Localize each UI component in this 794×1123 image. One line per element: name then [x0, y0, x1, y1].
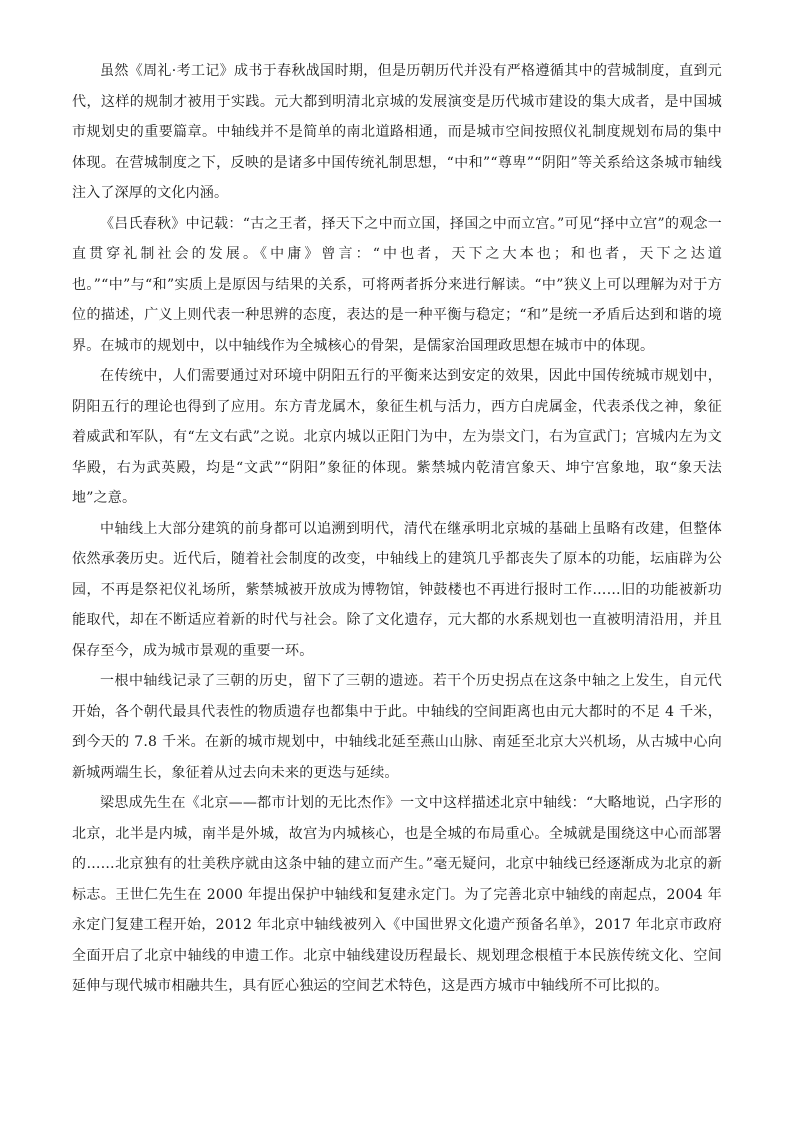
- paragraph-5: 一根中轴线记录了三朝的历史，留下了三朝的遗迹。若干个历史拐点在这条中轴之上发生，自元代开始，各个朝代最具代表性的物质遗存也都集中于此。中轴线的空间距离也由元大都时的不足 4 千米，到今天的 7.8 千米。在新的城市规划中，中轴线北延至燕山山脉、南延至北京大兴机场，从古城中心向新城两端生长，象征着从过去向未来的更迭与延续。: [72, 673, 722, 781]
- paragraph-6: 梁思成先生在《北京——都市计划的无比杰作》一文中这样描述北京中轴线：“大略地说，凸字形的北京，北半是内城，南半是外城，故宫为内城核心，也是全城的布局重心。全城就是围绕这中心而部署的……北京独有的壮美秩序就由这条中轴的建立而产生。”毫无疑问，北京中轴线已经逐渐成为北京的新标志。王世仁先生在 2000 年提出保护中轴线和复建永定门。为了完善北京中轴线的南起点，2004 年永定门复建工程开始，2012 年北京中轴线被列入《中国世界文化遗产预备名单》，2017 年北京市政府全面开启了北京中轴线的申遗工作。北京中轴线建设历程最长、规划理念根植于本民族传统文化、空间延伸与现代城市相融共生，具有匠心独运的空间艺术特色，这是西方城市中轴线所不可比拟的。: [72, 795, 722, 994]
- document-body: [72, 56, 722, 1002]
- paragraph-2: 《吕氏春秋》中记载：“古之王者，择天下之中而立国，择国之中而立宫。”可见“择中立宫”的观念一直贯穿礼制社会的发展。《中庸》曾言：“中也者，天下之大本也；和也者，天下之达道也。”“中”与“和”实质上是原因与结果的关系，可将两者拆分来进行解读。“中”狭义上可以理解为对于方位的描述，广义上则代表一种思辨的态度，表达的是一种平衡与稳定；“和”是统一矛盾后达到和谐的境界。在城市的规划中，以中轴线作为全城核心的骨架，是儒家治国理政思想在城市中的体现。: [72, 215, 722, 354]
- paragraph-1: 虽然《周礼·考工记》成书于春秋战国时期，但是历朝历代并没有严格遵循其中的营城制度，直到元代，这样的规制才被用于实践。元大都到明清北京城的发展演变是历代城市建设的集大成者，是中国城市规划史的重要篇章。中轴线并不是简单的南北道路相通，而是城市空间按照仪礼制度规划布局的集中体现。在营城制度之下，反映的是诸多中国传统礼制思想，“中和”“尊卑”“阴阳”等关系给这条城市轴线注入了深厚的文化内涵。: [72, 63, 722, 201]
- paragraph-3: 在传统中，人们需要通过对环境中阴阳五行的平衡来达到安定的效果，因此中国传统城市规划中，阴阳五行的理论也得到了应用。东方青龙属木，象征生机与活力，西方白虎属金，代表杀伐之神，象征着威武和军队，有“左文右武”之说。北京内城以正阳门为中，左为崇文门，右为宣武门；宫城内左为文华殿，右为武英殿，均是“文武”“阴阳”象征的体现。紫禁城内乾清宫象天、坤宁宫象地，取“象天法地”之意。: [72, 368, 722, 506]
- paragraph-4: 中轴线上大部分建筑的前身都可以追溯到明代，清代在继承明北京城的基础上虽略有改建，但整体依然承袭历史。近代后，随着社会制度的改变，中轴线上的建筑几乎都丧失了原本的功能，坛庙辟为公园，不再是祭祀仪礼场所，紫禁城被开放成为博物馆，钟鼓楼也不再进行报时工作……旧的功能被新功能取代，却在不断适应着新的时代与社会。除了文化遗存，元大都的水系规划也一直被明清沿用，并且保存至今，成为城市景观的重要一环。: [72, 520, 722, 659]
